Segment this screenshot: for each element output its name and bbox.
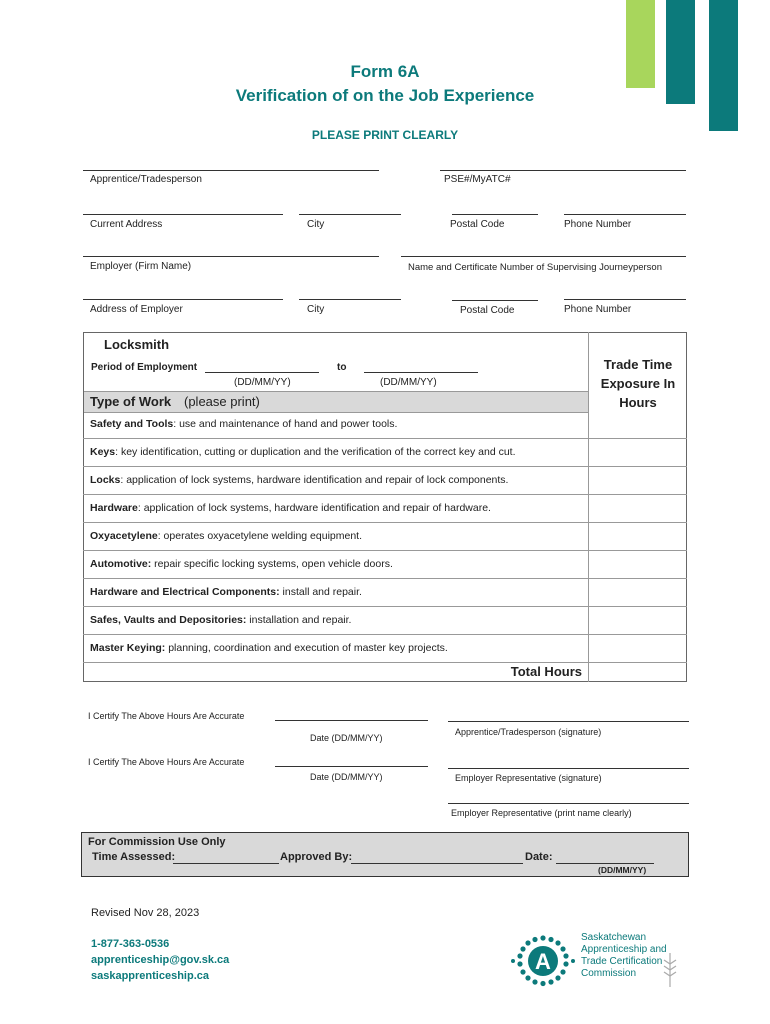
task-name: Hardware and Electrical Components: (90, 586, 280, 598)
task-row (83, 523, 687, 551)
total-hours-label: Total Hours (510, 664, 582, 679)
supervisor-line[interactable] (401, 256, 686, 257)
employer-phone-line[interactable] (564, 299, 686, 300)
supervisor-label: Name and Certificate Number of Supervising Journeyperson (408, 262, 662, 273)
date2-line[interactable] (275, 766, 428, 767)
wheat-icon (660, 952, 680, 988)
employer-address-label: Address of Employer (90, 304, 183, 315)
to-label: to (337, 362, 347, 373)
sig2-line[interactable] (448, 768, 689, 769)
total-hours-divider (588, 660, 589, 682)
task-description (90, 530, 362, 542)
employer-city-line[interactable] (299, 299, 401, 300)
pse-label: PSE#/MyATC# (444, 174, 511, 185)
hours-input-cell[interactable] (588, 607, 687, 634)
apprentice-label: Apprentice/Tradesperson (90, 174, 202, 185)
task-description (90, 614, 351, 626)
task-description (90, 502, 491, 514)
contact-email[interactable]: apprenticeship@gov.sk.ca (91, 954, 230, 966)
date-format-from: (DD/MM/YY) (234, 377, 291, 388)
task-row (83, 551, 687, 579)
task-name: Keys (90, 446, 116, 458)
employer-address-line[interactable] (83, 299, 283, 300)
employer-postal-line[interactable] (452, 300, 538, 301)
phone-label: Phone Number (564, 219, 632, 230)
task-detail: : operates oxyacetylene welding equipment. (157, 530, 363, 542)
logo-line-4: Commission (581, 968, 637, 979)
print-instruction: PLEASE PRINT CLEARLY (311, 128, 459, 142)
period-from-line[interactable] (205, 372, 319, 373)
sig1-line[interactable] (448, 721, 689, 722)
city-line[interactable] (299, 214, 401, 215)
hours-input-cell[interactable] (588, 551, 687, 578)
time-assessed-line[interactable] (173, 863, 279, 864)
commission-title: For Commission Use Only (88, 836, 226, 848)
print-name-label: Employer Representative (print name clearly) (451, 808, 632, 818)
logo-line-3: Trade Certification (581, 956, 663, 967)
commission-date-line[interactable] (556, 863, 654, 864)
task-name: Oxyacetylene (90, 530, 158, 542)
form-title: Verification of on the Job Experience (235, 86, 535, 105)
sig2-label: Employer Representative (signature) (455, 773, 602, 783)
hours-input-cell[interactable] (588, 635, 687, 662)
hours-input-cell[interactable] (588, 579, 687, 606)
approved-by-line[interactable] (351, 863, 523, 864)
employer-city-label: City (307, 304, 325, 315)
logo-mark-icon (508, 934, 578, 990)
print-name-line[interactable] (448, 803, 689, 804)
hours-input-cell[interactable] (588, 439, 687, 466)
phone-line[interactable] (564, 214, 686, 215)
commission-date-format: (DD/MM/YY) (598, 865, 647, 875)
hours-input-cell[interactable] (588, 495, 687, 522)
postal-label: Postal Code (450, 219, 505, 230)
logo-line-2: Apprenticeship and (581, 944, 667, 955)
revised-date: Revised Nov 28, 2023 (91, 907, 200, 919)
approved-by-label: Approved By: (280, 851, 353, 863)
task-detail: repair specific locking systems, open vehicle doors. (151, 558, 393, 570)
certify-statement-2: I Certify The Above Hours Are Accurate (88, 757, 245, 767)
task-name: Safety and Tools (90, 418, 174, 430)
date-format-to: (DD/MM/YY) (380, 377, 437, 388)
period-label: Period of Employment (91, 362, 198, 373)
trade-name: Locksmith (104, 337, 170, 352)
employer-postal-label: Postal Code (460, 305, 515, 316)
task-detail: installation and repair. (246, 614, 352, 626)
time-assessed-label: Time Assessed: (92, 851, 176, 863)
task-detail: : key identification, cutting or duplication and the verification of the correct key and cut. (115, 446, 516, 458)
date1-label: Date (DD/MM/YY) (310, 733, 383, 743)
please-print-label: (please print) (184, 394, 260, 409)
task-row (83, 607, 687, 635)
commission-box (81, 832, 689, 877)
certify-statement-1: I Certify The Above Hours Are Accurate (88, 711, 245, 721)
apprentice-line[interactable] (83, 170, 379, 171)
task-name: Automotive: (90, 558, 152, 570)
sig1-label: Apprentice/Tradesperson (signature) (455, 727, 602, 737)
form-number: Form 6A (350, 62, 420, 81)
hours-input-cell[interactable] (588, 467, 687, 494)
pse-line[interactable] (440, 170, 686, 171)
task-description (90, 474, 508, 486)
hours-input-cell[interactable] (588, 411, 687, 438)
task-row (83, 635, 687, 663)
task-row (83, 579, 687, 607)
employer-phone-label: Phone Number (564, 304, 632, 315)
task-row (83, 495, 687, 523)
date1-line[interactable] (275, 720, 428, 721)
contact-phone[interactable]: 1-877-363-0536 (91, 938, 170, 950)
logo-line-1: Saskatchewan (581, 932, 647, 943)
address-label: Current Address (90, 219, 163, 230)
contact-website[interactable]: saskapprenticeship.ca (91, 970, 210, 982)
commission-logo (508, 932, 688, 992)
task-detail: : use and maintenance of hand and power tools. (173, 418, 398, 430)
task-description (90, 586, 362, 598)
date2-label: Date (DD/MM/YY) (310, 772, 383, 782)
logo-letter: A (535, 949, 551, 974)
city-label: City (307, 219, 325, 230)
employer-line[interactable] (83, 256, 379, 257)
task-row (83, 467, 687, 495)
commission-date-label: Date: (525, 851, 553, 863)
task-row (83, 411, 687, 439)
period-to-line[interactable] (364, 372, 478, 373)
task-name: Locks (90, 474, 121, 486)
address-line[interactable] (83, 214, 283, 215)
hours-input-cell[interactable] (588, 523, 687, 550)
task-detail: planning, coordination and execution of master key projects. (165, 642, 448, 654)
task-detail: : application of lock systems, hardware identification and repair of lock components. (120, 474, 509, 486)
task-row (83, 439, 687, 467)
hours-header: Trade Time Exposure In Hours (600, 357, 676, 410)
employer-label: Employer (Firm Name) (90, 261, 192, 272)
task-name: Master Keying: (90, 642, 166, 654)
task-description (90, 446, 516, 458)
type-of-work-label: Type of Work (90, 394, 172, 409)
task-description (90, 418, 397, 430)
task-detail: : application of lock systems, hardware identification and repair of hardware. (137, 502, 491, 514)
task-detail: install and repair. (279, 586, 362, 598)
type-of-work-header (84, 391, 588, 413)
postal-line[interactable] (452, 214, 538, 215)
task-description (90, 642, 448, 654)
task-description (90, 558, 393, 570)
task-name: Hardware (90, 502, 138, 514)
task-name: Safes, Vaults and Depositories: (90, 614, 247, 626)
